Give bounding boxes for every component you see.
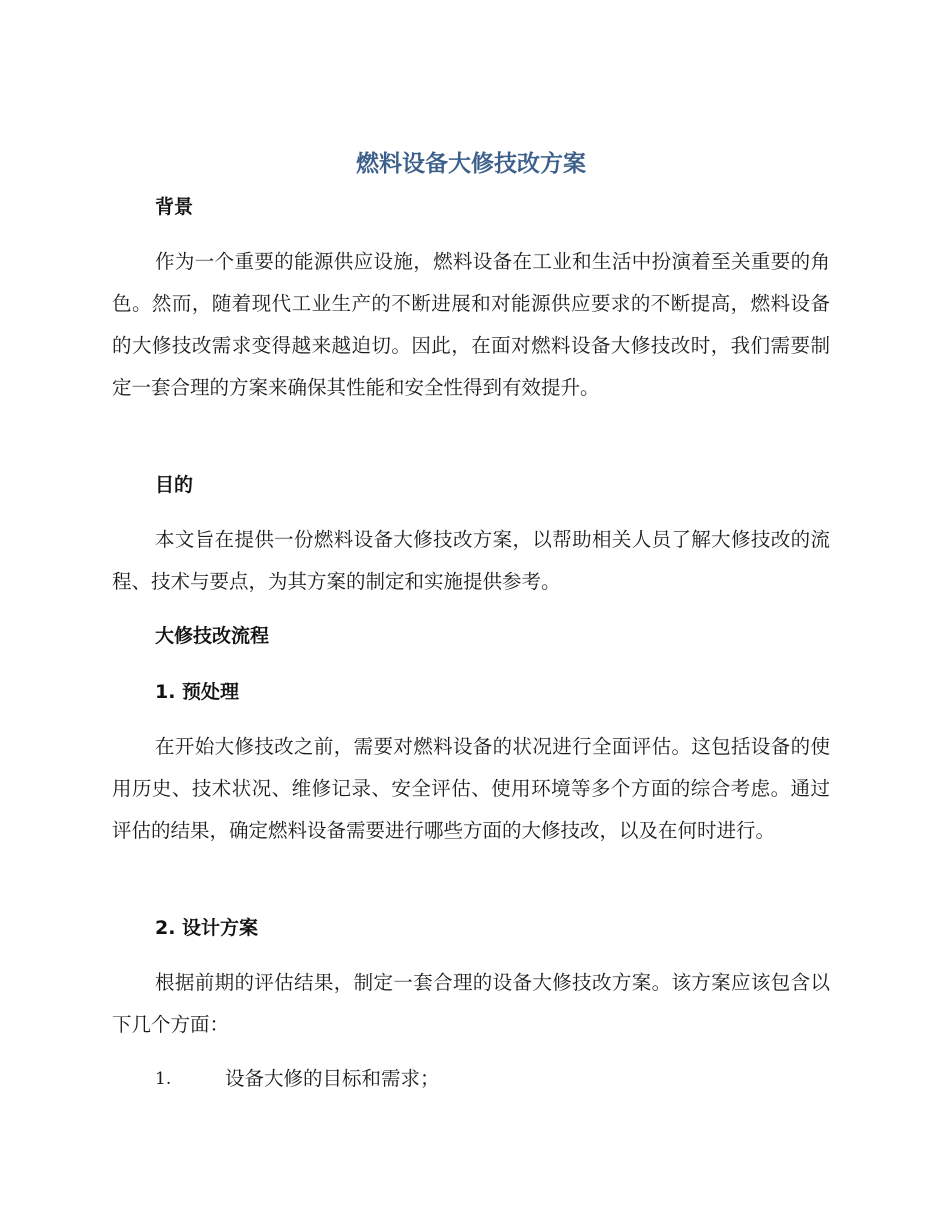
heading-background: 背景 xyxy=(155,196,194,218)
list-item-text: 设备大修的目标和需求； xyxy=(225,1067,440,1090)
heading-preprocess: 1. 预处理 xyxy=(155,681,240,703)
heading-design: 2. 设计方案 xyxy=(155,917,259,939)
paragraph-purpose: 本文旨在提供一份燃料设备大修技改方案，以帮助相关人员了解大修技改的流程、技术与要点，为其方案的制定和实施提供参考。 xyxy=(112,528,830,593)
document-page xyxy=(112,0,830,1230)
paragraph-preprocess: 在开始大修技改之前，需要对燃料设备的状况进行全面评估。这包括设备的使用历史、技术状况、维修记录、安全评估、使用环境等多个方面的综合考虑。通过评估的结果，确定燃料设备需要进行哪些方面的大修技改，以及在何时进行。 xyxy=(112,735,830,842)
page-title: 燃料设备大修技改方案 xyxy=(356,151,586,177)
paragraph-design: 根据前期的评估结果，制定一套合理的设备大修技改方案。该方案应该包含以下几个方面： xyxy=(112,971,830,1036)
heading-process: 大修技改流程 xyxy=(155,625,270,647)
list-item xyxy=(155,1064,830,1094)
list-item-number: 1. xyxy=(155,1069,172,1089)
heading-purpose: 目的 xyxy=(155,474,194,496)
paragraph-background: 作为一个重要的能源供应设施，燃料设备在工业和生活中扮演着至关重要的角色。然而，随着现代工业生产的不断进展和对能源供应要求的不断提高，燃料设备的大修技改需求变得越来越迫切。因此，在面对燃料设备大修技改时，我们需要制定一套合理的方案来确保其性能和安全性得到有效提升。 xyxy=(112,250,830,399)
